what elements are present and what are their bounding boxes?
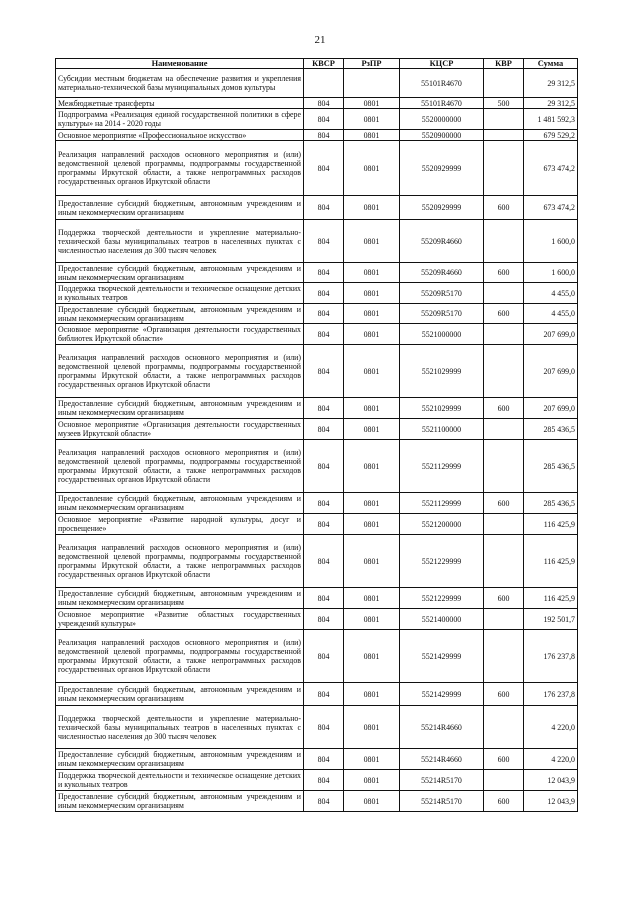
cell-kcsr: 5521229999 (400, 535, 484, 588)
cell-kvr (484, 141, 524, 196)
cell-kcsr: 55209R4660 (400, 263, 484, 283)
table-row (56, 683, 578, 706)
cell-kvsr: 804 (304, 588, 344, 609)
cell-rzpr: 0801 (344, 749, 400, 770)
cell-kvr (484, 109, 524, 130)
cell-sum: 679 529,2 (524, 130, 578, 141)
cell-sum: 673 474,2 (524, 141, 578, 196)
cell-kvsr: 804 (304, 98, 344, 109)
cell-kvsr (304, 69, 344, 98)
cell-rzpr: 0801 (344, 588, 400, 609)
table-row (56, 304, 578, 324)
cell-name: Поддержка творческой деятельности и техническое оснащение детских и кукольных театров (56, 770, 304, 791)
cell-kcsr: 5521029999 (400, 398, 484, 419)
table-row (56, 398, 578, 419)
cell-kvsr: 804 (304, 345, 344, 398)
table-row (56, 630, 578, 683)
cell-name: Предоставление субсидий бюджетным, автономным учреждениям и иным некоммерческим организациям (56, 304, 304, 324)
cell-kcsr: 5521100000 (400, 419, 484, 440)
header-kvsr: КВСР (304, 59, 344, 69)
cell-rzpr: 0801 (344, 398, 400, 419)
cell-kvr (484, 345, 524, 398)
cell-kvr: 600 (484, 588, 524, 609)
cell-name: Основное мероприятие «Организация деятельности государственных библиотек Иркутской области» (56, 324, 304, 345)
cell-sum: 176 237,8 (524, 683, 578, 706)
table-row (56, 345, 578, 398)
cell-rzpr: 0801 (344, 535, 400, 588)
cell-rzpr: 0801 (344, 706, 400, 749)
cell-name: Предоставление субсидий бюджетным, автономным учреждениям и иным некоммерческим организациям (56, 588, 304, 609)
cell-kcsr: 55209R4660 (400, 220, 484, 263)
cell-kcsr: 5521129999 (400, 440, 484, 493)
cell-sum: 673 474,2 (524, 196, 578, 220)
cell-rzpr (344, 69, 400, 98)
table-row (56, 791, 578, 812)
cell-kvsr: 804 (304, 109, 344, 130)
cell-rzpr: 0801 (344, 791, 400, 812)
cell-name: Поддержка творческой деятельности и укрепление материально-технической базы муниципальных театров в населенных пунктах с численностью населения до 300 тысяч человек (56, 706, 304, 749)
cell-sum: 4 220,0 (524, 749, 578, 770)
cell-kvsr: 804 (304, 770, 344, 791)
table-row (56, 749, 578, 770)
cell-kvr (484, 419, 524, 440)
table-row (56, 588, 578, 609)
cell-kcsr: 5521429999 (400, 683, 484, 706)
table-row (56, 419, 578, 440)
table-row (56, 706, 578, 749)
cell-sum: 29 312,5 (524, 69, 578, 98)
cell-name: Предоставление субсидий бюджетным, автономным учреждениям и иным некоммерческим организациям (56, 398, 304, 419)
header-rzpr: РзПР (344, 59, 400, 69)
table-row (56, 69, 578, 98)
cell-rzpr: 0801 (344, 514, 400, 535)
cell-kcsr: 5521229999 (400, 588, 484, 609)
cell-name: Основное мероприятие «Профессиональное искусство» (56, 130, 304, 141)
cell-kvsr: 804 (304, 130, 344, 141)
cell-kvr: 500 (484, 98, 524, 109)
cell-kvsr: 804 (304, 283, 344, 304)
cell-kvsr: 804 (304, 706, 344, 749)
cell-kvsr: 804 (304, 609, 344, 630)
cell-sum: 12 043,9 (524, 770, 578, 791)
table-header (56, 59, 578, 69)
cell-name: Межбюджетные трансферты (56, 98, 304, 109)
cell-sum: 285 436,5 (524, 493, 578, 514)
table-row (56, 493, 578, 514)
cell-kvsr: 804 (304, 263, 344, 283)
cell-rzpr: 0801 (344, 263, 400, 283)
table-row (56, 770, 578, 791)
cell-name: Субсидии местным бюджетам на обеспечение развития и укрепления материально-технической базы муниципальных домов культуры (56, 69, 304, 98)
cell-sum: 1 481 592,3 (524, 109, 578, 130)
cell-kvsr: 804 (304, 304, 344, 324)
cell-rzpr: 0801 (344, 220, 400, 263)
cell-kcsr: 5520929999 (400, 141, 484, 196)
cell-kcsr: 5521429999 (400, 630, 484, 683)
cell-kvr (484, 69, 524, 98)
cell-rzpr: 0801 (344, 630, 400, 683)
cell-sum: 116 425,9 (524, 514, 578, 535)
cell-kvr (484, 609, 524, 630)
page-number: 21 (314, 34, 326, 46)
cell-name: Реализация направлений расходов основного мероприятия и (или) ведомственной целевой программы, подпрограммы государственной программы Иркутской области, а также непрограммных расходов государственных органов Иркутской области (56, 345, 304, 398)
cell-kvr (484, 535, 524, 588)
cell-kcsr: 5521000000 (400, 324, 484, 345)
table-row (56, 283, 578, 304)
cell-rzpr: 0801 (344, 304, 400, 324)
cell-kvsr: 804 (304, 535, 344, 588)
cell-kvr: 600 (484, 304, 524, 324)
cell-kvsr: 804 (304, 196, 344, 220)
cell-kvsr: 804 (304, 630, 344, 683)
cell-rzpr: 0801 (344, 419, 400, 440)
table-body (56, 69, 578, 812)
cell-kvsr: 804 (304, 324, 344, 345)
table-row (56, 141, 578, 196)
cell-sum: 192 501,7 (524, 609, 578, 630)
cell-name: Реализация направлений расходов основного мероприятия и (или) ведомственной целевой программы, подпрограммы государственной программы Иркутской области, а также непрограммных расходов государственных органов Иркутской области (56, 535, 304, 588)
cell-sum: 116 425,9 (524, 535, 578, 588)
table-row (56, 514, 578, 535)
cell-kvsr: 804 (304, 683, 344, 706)
cell-kvsr: 804 (304, 514, 344, 535)
cell-name: Подпрограмма «Реализация единой государственной политики в сфере культуры» на 2014 - 2020 годы (56, 109, 304, 130)
cell-sum: 285 436,5 (524, 419, 578, 440)
cell-kvsr: 804 (304, 419, 344, 440)
header-kcsr: КЦСР (400, 59, 484, 69)
cell-kvr: 600 (484, 196, 524, 220)
cell-kcsr: 5521129999 (400, 493, 484, 514)
cell-name: Предоставление субсидий бюджетным, автономным учреждениям и иным некоммерческим организациям (56, 263, 304, 283)
cell-name: Предоставление субсидий бюджетным, автономным учреждениям и иным некоммерческим организациям (56, 196, 304, 220)
header-name: Наименование (56, 59, 304, 69)
cell-sum: 285 436,5 (524, 440, 578, 493)
cell-rzpr: 0801 (344, 283, 400, 304)
cell-sum: 12 043,9 (524, 791, 578, 812)
cell-kcsr: 55214R4660 (400, 706, 484, 749)
table-row (56, 98, 578, 109)
cell-kcsr: 5521400000 (400, 609, 484, 630)
header-row (56, 59, 578, 69)
cell-sum: 29 312,5 (524, 98, 578, 109)
cell-rzpr: 0801 (344, 141, 400, 196)
cell-kvr (484, 324, 524, 345)
cell-kcsr: 55214R5170 (400, 770, 484, 791)
table-row (56, 220, 578, 263)
cell-sum: 1 600,0 (524, 263, 578, 283)
cell-kvr (484, 220, 524, 263)
table-row (56, 263, 578, 283)
table-row (56, 109, 578, 130)
cell-kcsr: 5520900000 (400, 130, 484, 141)
table-row (56, 535, 578, 588)
cell-kcsr: 55101R4670 (400, 69, 484, 98)
cell-rzpr: 0801 (344, 770, 400, 791)
cell-rzpr: 0801 (344, 609, 400, 630)
cell-name: Предоставление субсидий бюджетным, автономным учреждениям и иным некоммерческим организациям (56, 749, 304, 770)
cell-kcsr: 5520929999 (400, 196, 484, 220)
table-row (56, 196, 578, 220)
cell-kcsr: 55214R4660 (400, 749, 484, 770)
cell-kcsr: 5520000000 (400, 109, 484, 130)
cell-name: Основное мероприятие «Организация деятельности государственных музеев Иркутской области» (56, 419, 304, 440)
cell-kvr: 600 (484, 493, 524, 514)
cell-kvr (484, 283, 524, 304)
cell-rzpr: 0801 (344, 345, 400, 398)
cell-kvsr: 804 (304, 791, 344, 812)
cell-rzpr: 0801 (344, 324, 400, 345)
cell-kvr (484, 630, 524, 683)
cell-kvr (484, 440, 524, 493)
cell-kcsr: 5521200000 (400, 514, 484, 535)
cell-name: Основное мероприятие «Развитие областных государственных учреждений культуры» (56, 609, 304, 630)
cell-name: Поддержка творческой деятельности и укрепление материально-технической базы муниципальных театров в населенных пунктах с численностью населения до 300 тысяч человек (56, 220, 304, 263)
cell-kvsr: 804 (304, 398, 344, 419)
cell-name: Предоставление субсидий бюджетным, автономным учреждениям и иным некоммерческим организациям (56, 493, 304, 514)
table-row (56, 609, 578, 630)
cell-kcsr: 55209R5170 (400, 283, 484, 304)
cell-kvsr: 804 (304, 220, 344, 263)
header-sum: Сумма (524, 59, 578, 69)
cell-sum: 4 455,0 (524, 304, 578, 324)
cell-name: Реализация направлений расходов основного мероприятия и (или) ведомственной целевой программы, подпрограммы государственной программы Иркутской области, а также непрограммных расходов государственных органов Иркутской области (56, 440, 304, 493)
cell-kcsr: 5521029999 (400, 345, 484, 398)
cell-sum: 4 455,0 (524, 283, 578, 304)
cell-sum: 207 699,0 (524, 345, 578, 398)
cell-kvsr: 804 (304, 493, 344, 514)
cell-rzpr: 0801 (344, 109, 400, 130)
cell-name: Основное мероприятие «Развитие народной культуры, досуг и просвещение» (56, 514, 304, 535)
cell-name: Предоставление субсидий бюджетным, автономным учреждениям и иным некоммерческим организациям (56, 683, 304, 706)
cell-rzpr: 0801 (344, 683, 400, 706)
cell-kvr (484, 770, 524, 791)
cell-rzpr: 0801 (344, 130, 400, 141)
table-row (56, 130, 578, 141)
cell-kcsr: 55101R4670 (400, 98, 484, 109)
cell-kvsr: 804 (304, 141, 344, 196)
cell-name: Реализация направлений расходов основного мероприятия и (или) ведомственной целевой программы, подпрограммы государственной программы Иркутской области, а также непрограммных расходов государственных органов Иркутской области (56, 630, 304, 683)
cell-kvr: 600 (484, 263, 524, 283)
cell-kvr: 600 (484, 398, 524, 419)
cell-sum: 116 425,9 (524, 588, 578, 609)
cell-sum: 207 699,0 (524, 324, 578, 345)
cell-kcsr: 55214R5170 (400, 791, 484, 812)
cell-sum: 207 699,0 (524, 398, 578, 419)
budget-table (55, 58, 578, 812)
cell-rzpr: 0801 (344, 196, 400, 220)
header-kvr: КВР (484, 59, 524, 69)
cell-sum: 1 600,0 (524, 220, 578, 263)
cell-name: Предоставление субсидий бюджетным, автономным учреждениям и иным некоммерческим организациям (56, 791, 304, 812)
cell-kvr: 600 (484, 683, 524, 706)
cell-kvsr: 804 (304, 440, 344, 493)
cell-name: Поддержка творческой деятельности и техническое оснащение детских и кукольных театров (56, 283, 304, 304)
cell-kvr (484, 706, 524, 749)
cell-name: Реализация направлений расходов основного мероприятия и (или) ведомственной целевой программы, подпрограммы государственной программы Иркутской области, а также непрограммных расходов государственных органов Иркутской области (56, 141, 304, 196)
cell-kcsr: 55209R5170 (400, 304, 484, 324)
cell-kvr: 600 (484, 749, 524, 770)
cell-sum: 176 237,8 (524, 630, 578, 683)
table-row (56, 440, 578, 493)
cell-kvsr: 804 (304, 749, 344, 770)
cell-rzpr: 0801 (344, 493, 400, 514)
cell-kvr (484, 130, 524, 141)
cell-kvr: 600 (484, 791, 524, 812)
cell-kvr (484, 514, 524, 535)
cell-rzpr: 0801 (344, 440, 400, 493)
table-row (56, 324, 578, 345)
cell-rzpr: 0801 (344, 98, 400, 109)
cell-sum: 4 220,0 (524, 706, 578, 749)
